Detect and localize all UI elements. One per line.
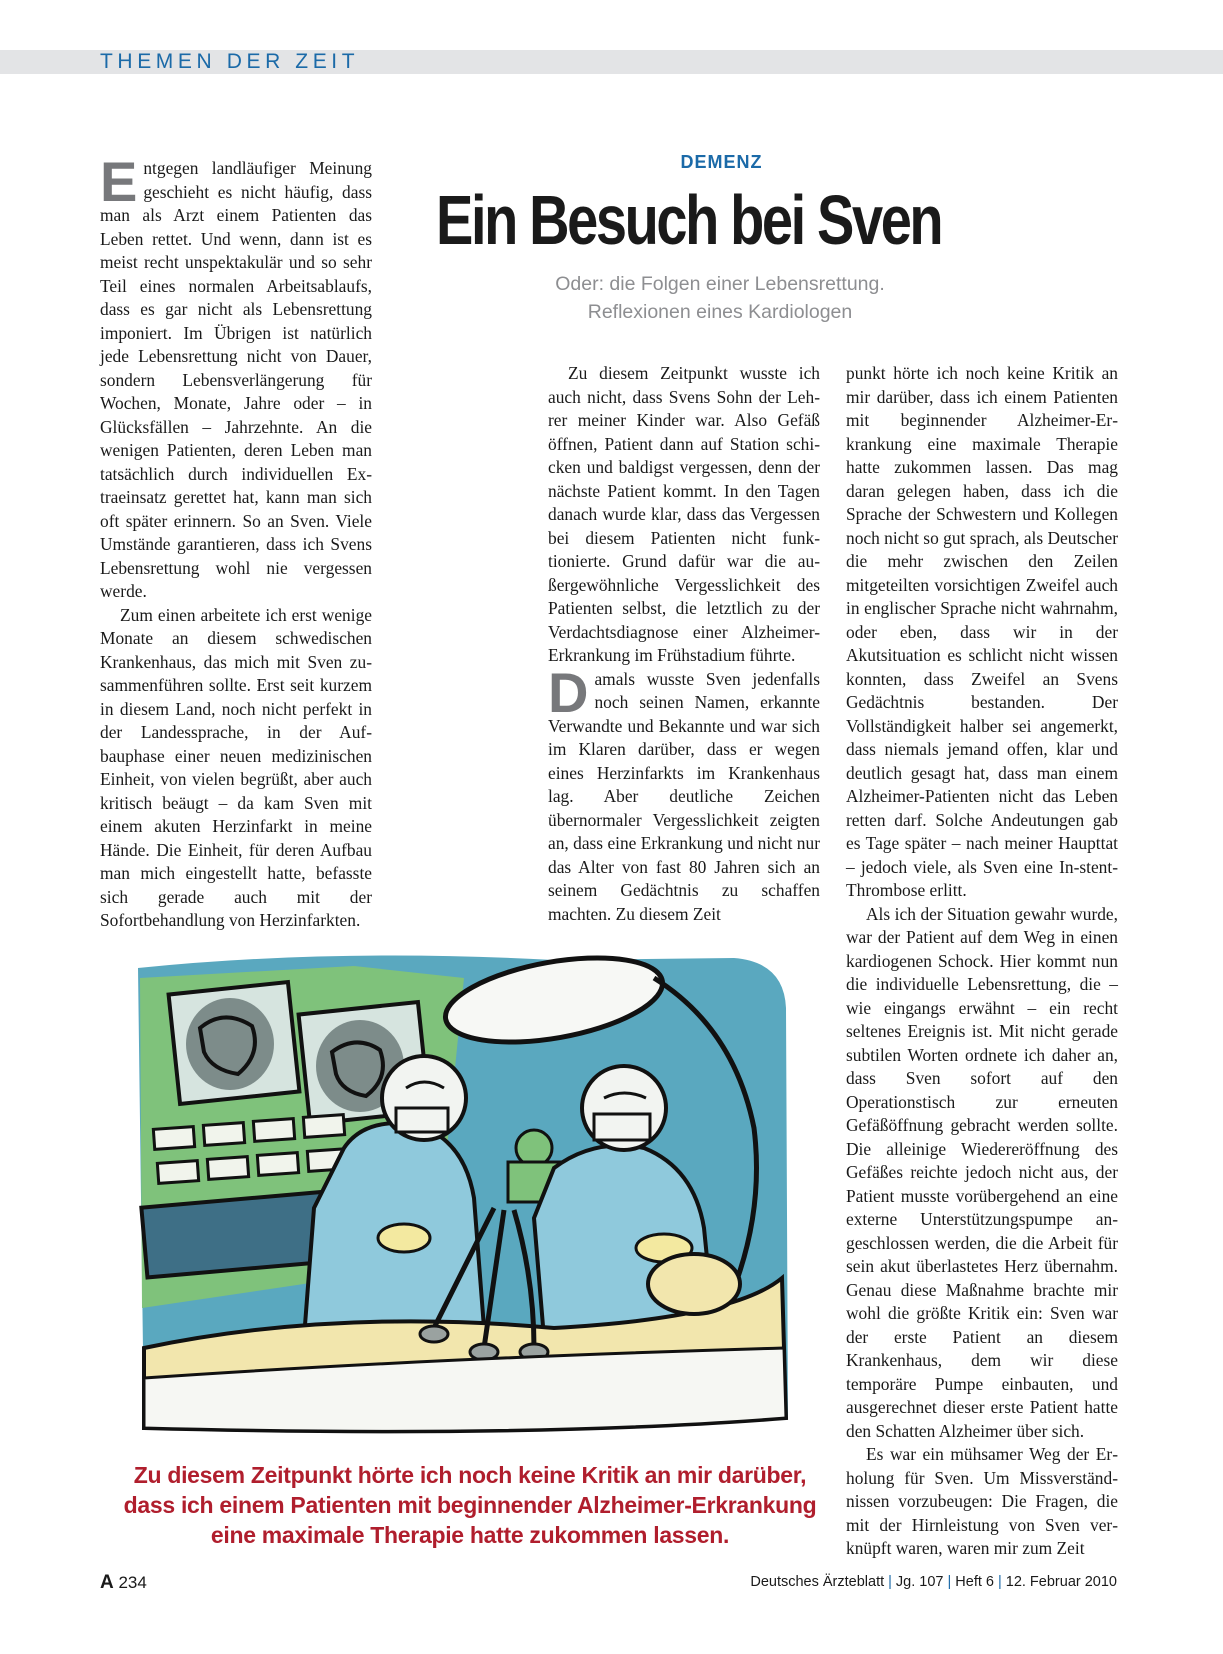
article-column-2 [548, 362, 820, 926]
journal-issue: Heft 6 [955, 1574, 994, 1590]
subtitle-line: Reflexionen eines Kardiologen [587, 301, 853, 323]
article-column-1 [100, 150, 372, 933]
paragraph: punkt hörte ich noch keine Kritik an mir darüber, dass ich einem Patienten mit beginnender Alzheimer-Erkrankung eine maximale Therapie hatte zukommen lassen. Das mag daran gelegen haben, dass ich die Sprache der Schwestern und Kollegen noch nicht so gut sprach, als Deutscher die mehr zwischen den Zeilen mitgeteilten vorsichtigen Zweifel auch in englischer Sprache nicht wahrnahm, oder eben, dass wir in der Akutsituation es schlicht nicht wissen konnten, dass Zweifel an Svens Gedächtnis bestanden. Der Vollständigkeit halber sei angemerkt, dass niemals jemand offen, klar und deutlich gesagt hat, dass man einem Alzheimer-Patienten nicht das Leben retten darf. Solche Andeutungen gab es Tage später – nach meiner Haupttat – jedoch viele, als Sven eine In-stent-Thrombose erlitt. [846, 363, 1118, 900]
separator: | [888, 1574, 892, 1590]
paragraph [100, 150, 372, 604]
paragraph: Zu diesem Zeitpunkt wusste ich auch nicht, dass Svens Sohn der Lehrer meiner Kinder war. Also Gefäß öffnen, Patient dann auf Station schicken und baldigst vergessen, denn der nächste Patient kommt. In den Tagen danach wurde klar, dass das Vergessen bei diesem Patienten nicht funktionierte. Grund dafür war die außergewöhnliche Vergesslichkeit des Patienten selbst, die letztlich zu der Verdachtsdiagnose einer Alzheimer-Erkrankung im Frühstadium führte. [548, 363, 820, 665]
subtitle-line: Oder: die Folgen einer Lebensrettung. [555, 273, 885, 295]
article-subtitle [460, 270, 980, 326]
kicker [0, 152, 1223, 173]
kicker-text: DEMENZ [680, 152, 763, 172]
paragraph [548, 660, 820, 927]
paragraph: Als ich der Situation gewahr wurde, war der Patient auf dem Weg in einen kardiogenen Schock. Hier kommt nun die individuelle Lebensrettung, die – wie eingangs erwähnt – ein recht seltenes Ereignis ist. Mit nicht gerade subtilen Worten ordnete ich daher an, dass Sven sofort auf den Operationstisch zur erneuten Gefäßöffnung gebracht werden sollte. Die alleinige Wiedereröffnung des Gefäßes reichte jedoch nicht aus, der Patient musste vorübergehend an eine externe Unterstützungspumpe angeschlossen werden, die die Arbeit für sein akut überlastetes Herz übernahm. Genau diese Maßnahme brachte mir wohl die größte Kritik ein: Sven war der erste Patient an diesem Krankenhaus, dem wir diese temporäre Pumpe einbauten, und ausgerechnet dieser erste Patient hatte den Schatten Alzheimer über sich. [846, 903, 1118, 1441]
article-column-3 [846, 362, 1118, 1561]
drop-cap: E [100, 150, 138, 213]
page-number-value: 234 [118, 1573, 147, 1592]
page-prefix: A [100, 1572, 114, 1593]
paragraph-text: ntgegen landläufiger Meinung geschieht es nicht häufig, dass man als Arzt einem Patienten das Leben rettet. Und wenn, dann ist es meist recht unspektakulär und so sehr Teil eines normalen Arbeitsablaufs, dass es gar nicht als Lebensrettung imponiert. Im Übrigen ist natürlich jede Lebensrettung nicht von Dauer, sondern Lebensverlängerung für Wochen, Monate, Jahre oder – in Glücksfällen – Jahrzehnte. An die wenigen Patienten, deren Leben man tatsächlich durch individuellen Extraeinsatz gerettet hat, kann man sich oft später erinnern. So an Sven. Viele Umstände garantieren, dass ich Svens Lebensrettung wohl nie vergessen werde. [100, 158, 372, 601]
journal-date: 12. Februar 2010 [1005, 1574, 1117, 1590]
journal-name: Deutsches Ärzteblatt [750, 1574, 885, 1590]
journal-info [750, 1574, 1117, 1590]
journal-volume: Jg. 107 [895, 1574, 944, 1590]
paragraph-text: amals wusste Sven jedenfalls noch seinen Namen, erkannte Verwandte und Bekannte und war sich im Klaren darüber, dass er wegen eines Herzinfarkts im Krankenhaus lag. Aber deutliche Zeichen übernormaler Vergesslichkeit zeigten an, dass eine Erkrankung und nicht nur das Alter von fast 80 Jahren sich an seinem Gedächtnis zu schaffen machten. Zu diesem Zeit [548, 668, 820, 924]
page-number [100, 1572, 147, 1594]
pull-quote: Zu diesem Zeitpunkt hörte ich noch keine Kritik an mir darüber, dass ich einem Patienten mit beginnender Alzheimer-Erkrankung eine maximale Therapie hatte zukommen lassen. [123, 1462, 817, 1548]
paragraph: Es war ein mühsamer Weg der Erholung für Sven. Um Missverständnissen vorzubeugen: Die Fragen, die mit der Hirnleistung von Sven verknüpft waren, waren mir zum Zeit [846, 1444, 1118, 1558]
separator: | [947, 1574, 952, 1590]
section-label: THEMEN DER ZEIT [100, 50, 360, 73]
separator: | [997, 1574, 1002, 1590]
surgery-illustration [134, 948, 792, 1444]
paragraph: Zum einen arbeitete ich erst wenige Monate an diesem schwedischen Krankenhaus, das mich mit Sven zusammenführen sollte. Erst seit kurzem in diesem Land, noch nicht perfekt in der Landessprache, in der Aufbauphase einer neuen medizinischen Einheit, von vielen begrüßt, aber auch kritisch beäugt – da kam Sven mit einem akuten Herzinfarkt in meine Hände. Die Einheit, für deren Aufbau man mich eingestellt hatte, befasste sich gerade auch mit der Sofortbehandlung von Herzinfarkten. [100, 604, 372, 930]
drop-cap: D [548, 660, 589, 724]
article-title: Ein Besuch bei Sven [436, 181, 942, 259]
